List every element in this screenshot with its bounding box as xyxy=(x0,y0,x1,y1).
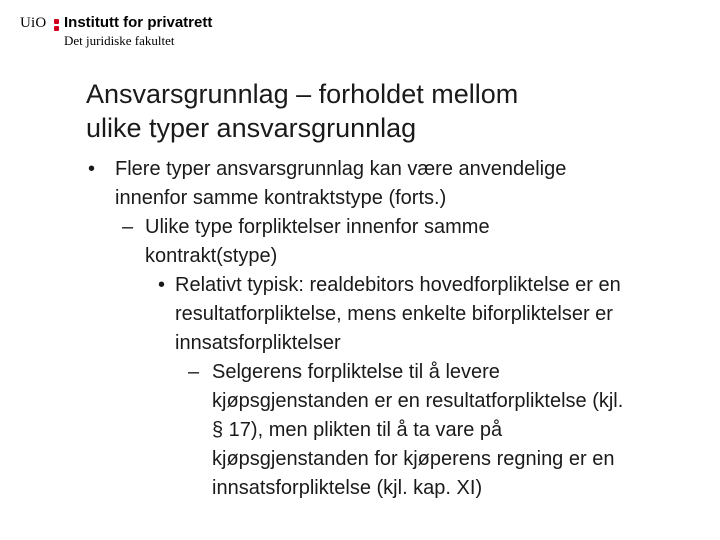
bullet-level-2 xyxy=(0,213,720,271)
bullet-text-line: § 17), men plikten til å ta vare på xyxy=(212,419,503,441)
slide-title xyxy=(86,77,706,145)
bullet-text-line: innsatsforpliktelser xyxy=(175,332,341,354)
bullet-text-line: kjøpsgjenstanden for kjøperens regning er en xyxy=(212,448,615,470)
bullet-text-line: Selgerens forpliktelse til å levere xyxy=(212,361,500,383)
dash-marker: – xyxy=(188,361,200,383)
bullet-marker: • xyxy=(88,158,96,180)
bullet-level-4 xyxy=(0,358,720,503)
uio-logo: UiO xyxy=(20,15,47,31)
bullet-text-line: Relativt typisk: realdebitors hovedforpliktelse er en xyxy=(175,274,621,296)
bullet-level-1 xyxy=(0,155,720,213)
bullet-text-line: kontrakt(stype) xyxy=(145,245,278,267)
logo-dots-icon xyxy=(54,17,60,31)
bullet-text-line: Flere typer ansvarsgrunnlag kan være anvendelige xyxy=(115,158,567,180)
faculty-name: Det juridiske fakultet xyxy=(64,33,175,48)
slide-body xyxy=(0,155,720,503)
slide-title-line-2: ulike typer ansvarsgrunnlag xyxy=(86,113,417,143)
institute-name: Institutt for privatrett xyxy=(64,14,213,31)
bullet-text-line: kjøpsgjenstanden er en resultatforpliktelse (kjl. xyxy=(212,390,624,412)
slide-title-line-1: Ansvarsgrunnlag – forholdet mellom xyxy=(86,79,519,109)
bullet-text-line: Ulike type forpliktelser innenfor samme xyxy=(145,216,490,238)
logo-dot-top xyxy=(54,19,59,24)
bullet-marker: • xyxy=(158,274,166,296)
bullet-level-3 xyxy=(0,271,720,358)
dash-marker: – xyxy=(122,216,134,238)
bullet-text-line: innsatsforpliktelse (kjl. kap. XI) xyxy=(212,477,483,499)
bullet-text-line: resultatforpliktelse, mens enkelte biforpliktelser er xyxy=(175,303,613,325)
logo-dot-bottom xyxy=(54,26,59,31)
bullet-text-line: innenfor samme kontraktstype (forts.) xyxy=(115,187,447,209)
